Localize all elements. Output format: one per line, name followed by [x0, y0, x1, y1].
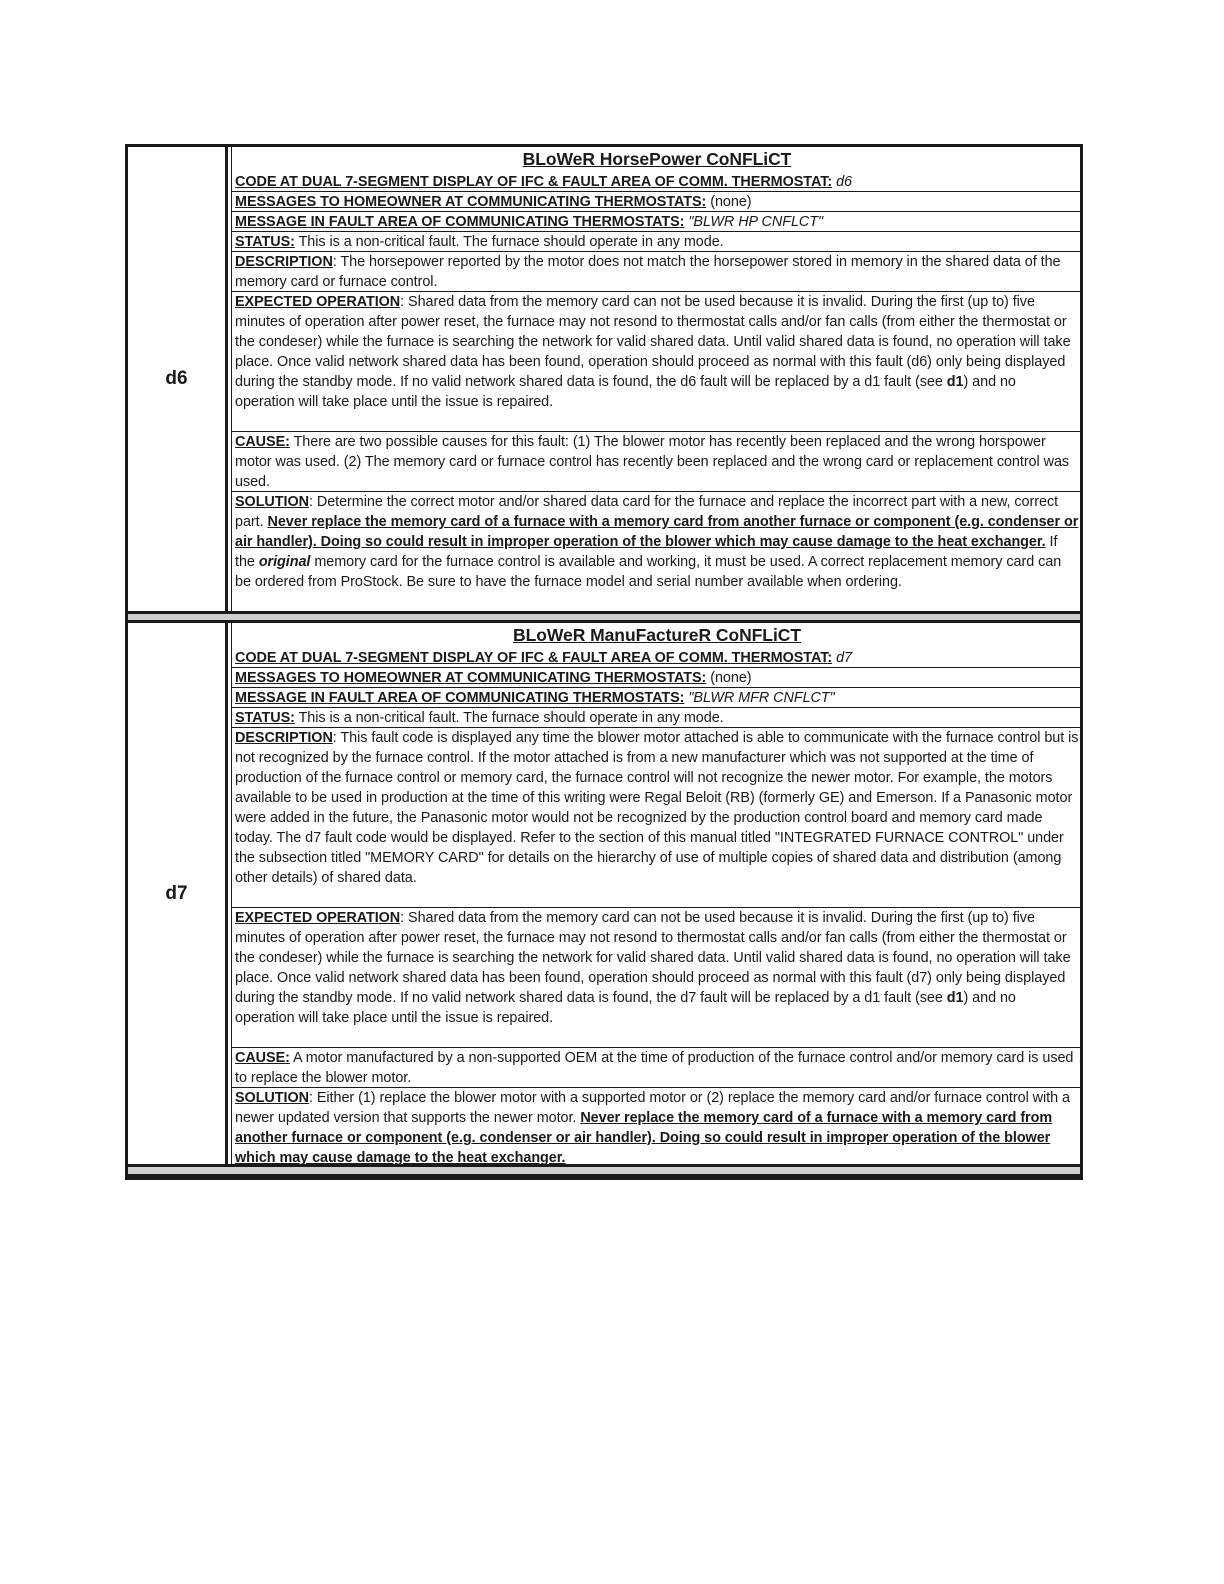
code-display-value: d6: [836, 174, 853, 190]
description-row: [232, 252, 1080, 292]
solution-row: [232, 492, 1080, 611]
status-label: STATUS:: [235, 710, 295, 726]
block-separator: [128, 1164, 1080, 1177]
expected-operation-text: : Shared data from the memory card can not be used because it is invalid. During the first (up to) five minutes of operation after power reset, the furnace may not resond to thermostat calls and/or fan calls (from either the thermostat or the condeser) while the furnace is searching the network for valid shared data. Until valid shared data is found, no operation will take place. Once valid network shared data has been found, operation should proceed as normal with this fault (d6) only being displayed during the standby mode. If no valid network shared data is found, the d6 fault will be replaced by a d1 fault (see: [235, 294, 1071, 390]
status-text: This is a non-critical fault. The furnace should operate in any mode.: [294, 710, 724, 726]
homeowner-message-row: MESSAGES TO HOMEOWNER AT COMMUNICATING THERMOSTATS: (none): [232, 668, 1080, 688]
fault-code-cell: [128, 623, 228, 1164]
solution-label: SOLUTION: [235, 1090, 309, 1106]
solution-warning: Never replace the memory card of a furnace with a memory card from another furnace or component (e.g. condenser or air handler). Doing so could result in improper operation of the blower which may cause damage to the heat exchanger.: [235, 1110, 1053, 1164]
block-separator: [128, 611, 1080, 623]
code-display-row: CODE AT DUAL 7-SEGMENT DISPLAY OF IFC & FAULT AREA OF COMM. THERMOSTAT: d6: [232, 172, 1080, 192]
code-display-label: CODE AT DUAL 7-SEGMENT DISPLAY OF IFC & FAULT AREA OF COMM. THERMOSTAT: [235, 650, 828, 666]
cause-row: [232, 1048, 1080, 1088]
homeowner-message-row: MESSAGES TO HOMEOWNER AT COMMUNICATING THERMOSTATS: (none): [232, 192, 1080, 212]
expected-operation-text: : Shared data from the memory card can not be used because it is invalid. During the first (up to) five minutes of operation after power reset, the furnace may not resond to thermostat calls and/or fan calls (from either the thermostat or the condeser) while the furnace is searching the network for valid shared data. Until valid shared data is found, no operation will take place. Once valid network shared data has been found, operation should proceed as normal with this fault (d7) only being displayed during the standby mode. If no valid network shared data is found, the d7 fault will be replaced by a d1 fault (see: [235, 910, 1071, 1006]
cause-text: A motor manufactured by a non-supported OEM at the time of production of the furnace control and/or memory card is used to replace the blower motor.: [235, 1050, 1074, 1086]
fault-area-message-label: MESSAGE IN FAULT AREA OF COMMUNICATING THERMOSTATS: [235, 214, 680, 230]
fault-code-cell: [128, 147, 228, 611]
fault-details: [231, 147, 1080, 611]
cause-label: CAUSE:: [235, 1050, 290, 1066]
fault-area-message-row: MESSAGE IN FAULT AREA OF COMMUNICATING THERMOSTATS: "BLWR MFR CNFLCT": [232, 688, 1080, 708]
description-label: DESCRIPTION: [235, 254, 333, 270]
status-label: STATUS:: [235, 234, 295, 250]
solution-text: : Either (1) replace the blower motor with a supported motor or (2) replace the memory card and/or furnace control with a newer updated version that supports the newer motor.: [235, 1090, 1070, 1126]
fault-details: [231, 623, 1080, 1164]
expected-operation-text-end: ) and no operation will take place until the issue is repaired.: [235, 374, 1016, 410]
expected-operation-row: [232, 292, 1080, 432]
expected-operation-label: EXPECTED OPERATION: [235, 910, 401, 926]
description-label: DESCRIPTION: [235, 730, 333, 746]
expected-operation-row: [232, 908, 1080, 1048]
cause-row: [232, 432, 1080, 492]
fault-title: BLoWeR HorsePower CoNFLiCT: [522, 149, 792, 169]
homeowner-message-label: MESSAGES TO HOMEOWNER AT COMMUNICATING THERMOSTATS: [235, 194, 702, 210]
expected-operation-label: EXPECTED OPERATION: [235, 294, 401, 310]
fault-title: BLoWeR ManuFactureR CoNFLiCT: [513, 625, 801, 645]
solution-text: : Determine the correct motor and/or shared data card for the furnace and replace the incorrect part with a new, correct part.: [235, 494, 1059, 530]
homeowner-message-label: MESSAGES TO HOMEOWNER AT COMMUNICATING THERMOSTATS: [235, 670, 702, 686]
cause-label: CAUSE:: [235, 434, 290, 450]
code-display-label: CODE AT DUAL 7-SEGMENT DISPLAY OF IFC & FAULT AREA OF COMM. THERMOSTAT: [235, 174, 828, 190]
code-display-value: d7: [836, 650, 853, 666]
description-text: : This fault code is displayed any time the blower motor attached is able to communicate with the furnace control but is not recognized by the furnace control. If the motor attached is from a new manufacturer which was not supported at the time of production of the furnace control or memory card, the furnace control will not recognize the newer motor. For example, the motors available to be used in production at the time of this writing were Regal Beloit (RB) (formerly GE) and Emerson. If a Panasonic motor were added in the future, the Panasonic motor would not be recognized by the production control board and memory card made today. The d7 fault code would be displayed. Refer to the section of this manual titled "INTEGRATED FURNACE CONTROL" under the subsection titled "MEMORY CARD" for details on the hierarchy of use of multiple copies of shared data and distribution (among other details) of shared data.: [235, 730, 1079, 886]
status-text: This is a non-critical fault. The furnace should operate in any mode.: [294, 234, 724, 250]
cause-text: There are two possible causes for this fault: (1) The blower motor has recently been replaced and the wrong horspower motor was used. (2) The memory card or furnace control has recently been replaced and the wrong card or replacement control was used.: [235, 434, 1070, 490]
expected-operation-ref: d1: [946, 990, 964, 1006]
solution-text-end: memory card for the furnace control is available and working, it must be used. A correct replacement memory card can be ordered from ProStock. Be sure to have the furnace model and serial number available when ordering.: [235, 554, 1062, 590]
solution-emphasis: original: [258, 554, 311, 570]
code-display-row: CODE AT DUAL 7-SEGMENT DISPLAY OF IFC & FAULT AREA OF COMM. THERMOSTAT: d7: [232, 648, 1080, 668]
homeowner-message-value: (none): [710, 670, 752, 686]
fault-block-d7: [128, 623, 1080, 1164]
fault-area-message-row: MESSAGE IN FAULT AREA OF COMMUNICATING THERMOSTATS: "BLWR HP CNFLCT": [232, 212, 1080, 232]
solution-warning: Never replace the memory card of a furnace with a memory card from another furnace or component (e.g. condenser or air handler). Doing so could result in improper operation of the blower which may cause damage to the heat exchanger.: [235, 514, 1079, 550]
solution-row: [232, 1088, 1080, 1164]
expected-operation-text-end: ) and no operation will take place until the issue is repaired.: [235, 990, 1016, 1026]
description-row: [232, 728, 1080, 908]
description-text: : The horsepower reported by the motor does not match the horsepower stored in memory in the shared data of the memory card or furnace control.: [235, 254, 1061, 290]
status-row: [232, 708, 1080, 728]
fault-code-label: d6: [165, 368, 188, 389]
fault-area-message-value: "BLWR MFR CNFLCT": [688, 690, 835, 706]
fault-area-message-label: MESSAGE IN FAULT AREA OF COMMUNICATING THERMOSTATS: [235, 690, 680, 706]
solution-label: SOLUTION: [235, 494, 309, 510]
solution-text-mid: If the: [235, 534, 1058, 570]
status-row: [232, 232, 1080, 252]
fault-code-label: d7: [165, 882, 188, 904]
fault-area-message-value: "BLWR HP CNFLCT": [688, 214, 824, 230]
fault-code-table: [125, 144, 1083, 1180]
homeowner-message-value: (none): [710, 194, 752, 210]
expected-operation-ref: d1: [946, 374, 964, 390]
fault-block-d6: [128, 147, 1080, 611]
